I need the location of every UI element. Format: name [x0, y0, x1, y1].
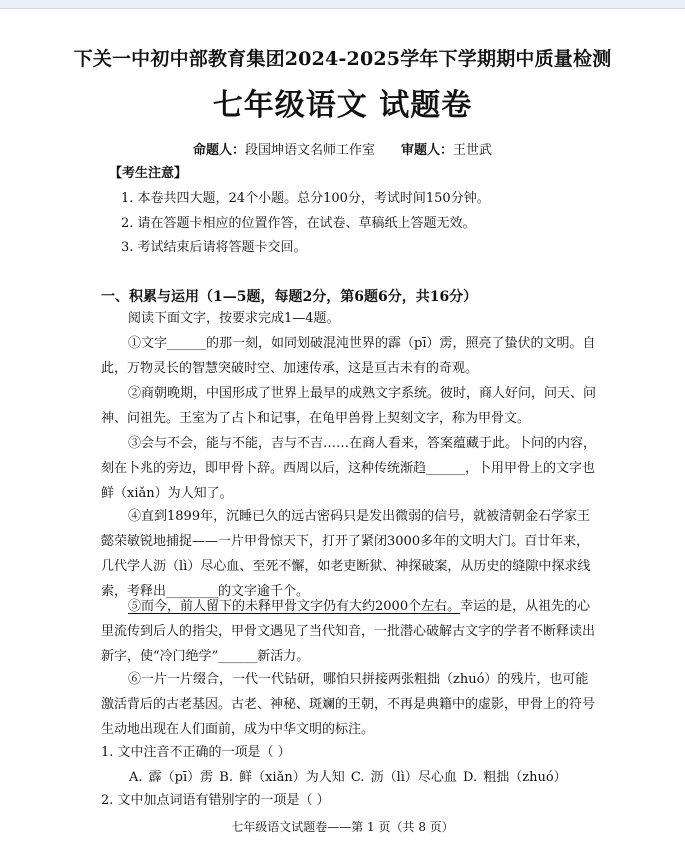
section1-intro: [101, 306, 601, 331]
paragraph-5: [101, 594, 601, 669]
notice-item-1: 1. 本卷共四大题，24个小题。总分100分，考试时间150分钟。: [121, 191, 490, 206]
paragraph-1: [101, 331, 601, 381]
notice-heading: 【考生注意】: [109, 166, 188, 181]
section1-heading: 一、积累与运用（1—5题，每题2分，第6题6分，共16分）: [101, 289, 478, 305]
reviewer-label: 审题人：: [401, 143, 454, 158]
page-footer: 七年级语文试题卷——第 1 页（共 8 页）: [231, 820, 454, 834]
question-1: 1. 文中注音不正确的一项是（ ）: [101, 745, 291, 760]
question-2: 2. 文中加点词语有错别字的一项是（ ）: [101, 793, 330, 808]
paragraph-2: [101, 381, 601, 431]
reviewer-name: 王世武: [453, 143, 493, 158]
paragraph-6: [101, 667, 601, 742]
exam-title-line1: 下关一中初中部教育集团2024-2025学年下学期期中质量检测: [73, 48, 612, 70]
setter-name: 段国坤语文名师工作室: [244, 143, 375, 158]
paragraph-3: [101, 431, 601, 506]
paragraph-1-text: ①文字______的那一刻，如同划破混沌世界的霹（pī）雳，照亮了蛰伏的文明。自此，万物灵长的智慧突破时空、加速传承，这是亘古未有的奇观。: [101, 336, 596, 376]
notice-item-2: 2. 请在答题卡相应的位置作答，在试卷、草稿纸上答题无效。: [121, 216, 476, 231]
authors-line: [0, 139, 685, 158]
notice-item-3: 3. 考试结束后请将答题卡交回。: [121, 240, 307, 255]
paragraph-4: [101, 504, 601, 604]
intro-text: 阅读下面文字，按要求完成1—4题。: [128, 311, 340, 326]
paragraph-5-underlined: ⑤而今，前人留下的未释甲骨文字仍有大约2000个左右。: [128, 599, 461, 614]
setter-label: 命题人：: [192, 143, 245, 158]
exam-title-line2: 七年级语文 试题卷: [212, 88, 473, 123]
paragraph-2-text: ②商朝晚期，中国形成了世界上最早的成熟文字系统。彼时，商人好问，问天、问神、问祖先。王室为了占卜和记事，在龟甲兽骨上契刻文字，称为甲骨文。: [101, 386, 597, 426]
paragraph-4-text: ④直到1899年，沉睡已久的远古密码只是发出微弱的信号，就被清朝金石学家王懿荣敏锐地捕捉——一片甲骨惊天下，打开了紧闭3000多年的文明大门。百廿年来，几代学人沥（lì）尽心血、至死不懈，如老吏断狱、神探破案，从历史的缝隙中探求线索，考释出________的文字逾千个。: [101, 509, 591, 599]
paragraph-3-text: ③会与不会，能与不能，吉与不吉……在商人看来，答案蕴藏于此。卜问的内容，刻在卜兆的旁边，即甲骨卜辞。西周以后，这种传统渐趋______，卜用甲骨上的文字也鲜（xiǎn）为人知了。: [101, 436, 597, 501]
paragraph-5-text: 幸运的是，从祖先的心里流传到后人的指尖，甲骨文遇见了当代知音，一批潜心破解古文字的学者不断释读出新字，使“冷门绝学”______新活力。: [101, 599, 596, 664]
paragraph-6-text: ⑥一片一片缀合，一代一代钻研，哪怕只拼接两张粗拙（zhuó）的残片，也可能激活背后的古老基因。古老、神秘、斑斓的王朝，不再是典籍中的虚影，甲骨上的符号生动地出现在人们面前，成为中华文明的标注。: [101, 672, 596, 737]
question-1-options: A. 霹（pī）雳 B. 鲜（xiǎn）为人知 C. 沥（lì）尽心血 D. 粗拙（zhuó）: [129, 770, 567, 785]
